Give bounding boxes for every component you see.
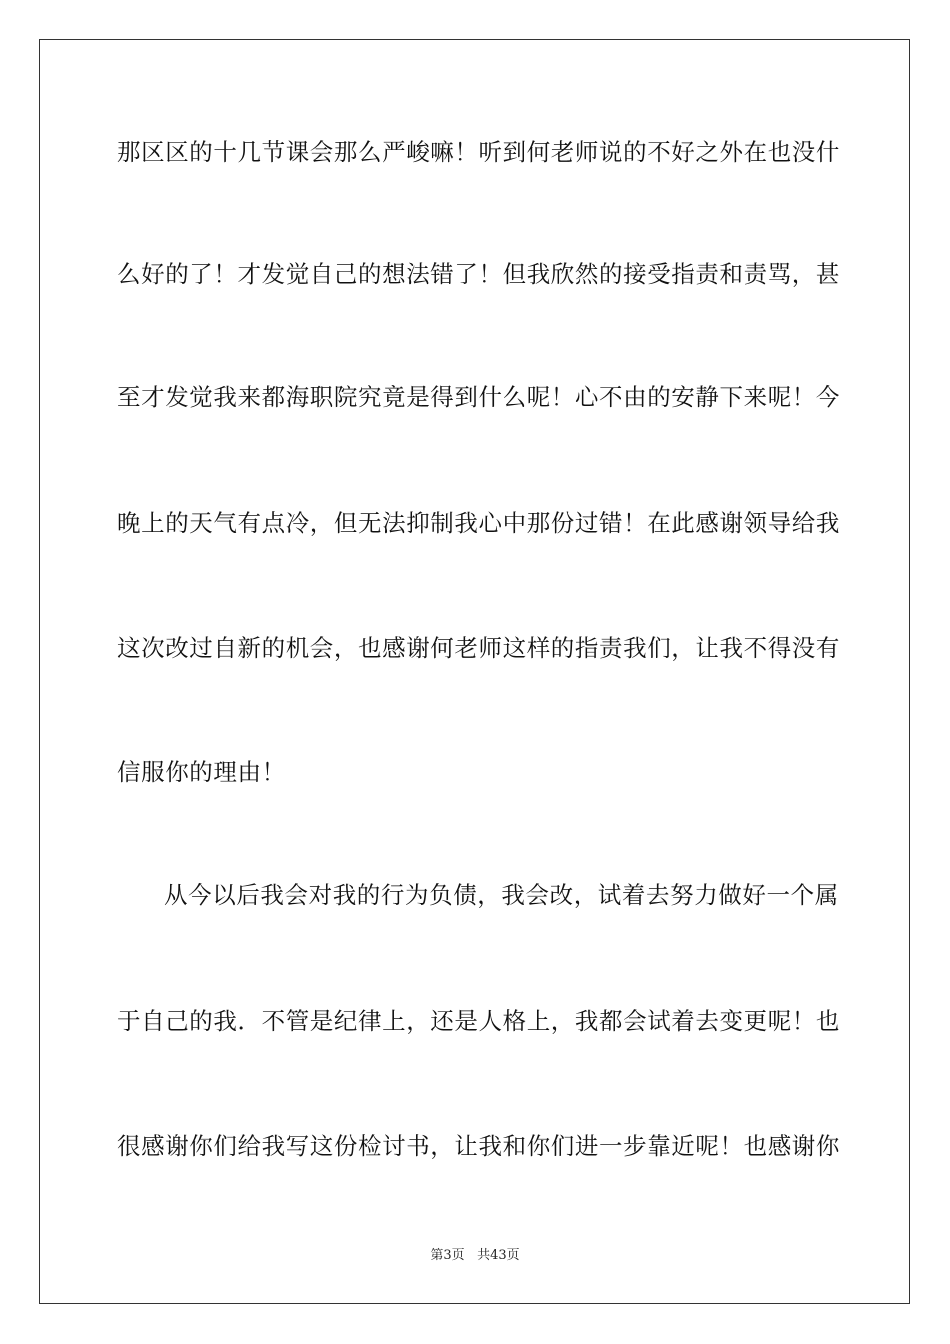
body-line-9: 很感谢你们给我写这份检讨书，让我和你们进一步靠近呢！也感谢你	[117, 1132, 840, 1160]
page-number: 第3页	[430, 1248, 465, 1263]
body-line-8: 于自己的我．不管是纪律上，还是人格上，我都会试着去变更呢！也	[117, 1007, 840, 1035]
body-line-1: 那区区的十几节课会那么严峻嘛！听到何老师说的不好之外在也没什	[117, 138, 840, 166]
page-border	[39, 39, 910, 1304]
page-footer	[0, 1247, 950, 1265]
body-line-4: 晚上的天气有点冷，但无法抑制我心中那份过错！在此感谢领导给我	[117, 509, 840, 537]
body-line-3: 至才发觉我来都海职院究竟是得到什么呢！心不由的安静下来呢！今	[117, 383, 840, 411]
body-line-6: 信服你的理由！	[117, 758, 286, 786]
page-total: 共43页	[477, 1248, 520, 1263]
body-line-2: 么好的了！才发觉自己的想法错了！但我欣然的接受指责和责骂，甚	[117, 260, 840, 288]
body-line-7-paragraph-start: 从今以后我会对我的行为负债，我会改，试着去努力做好一个属	[164, 881, 839, 909]
body-line-5: 这次改过自新的机会，也感谢何老师这样的指责我们，让我不得没有	[117, 634, 840, 662]
